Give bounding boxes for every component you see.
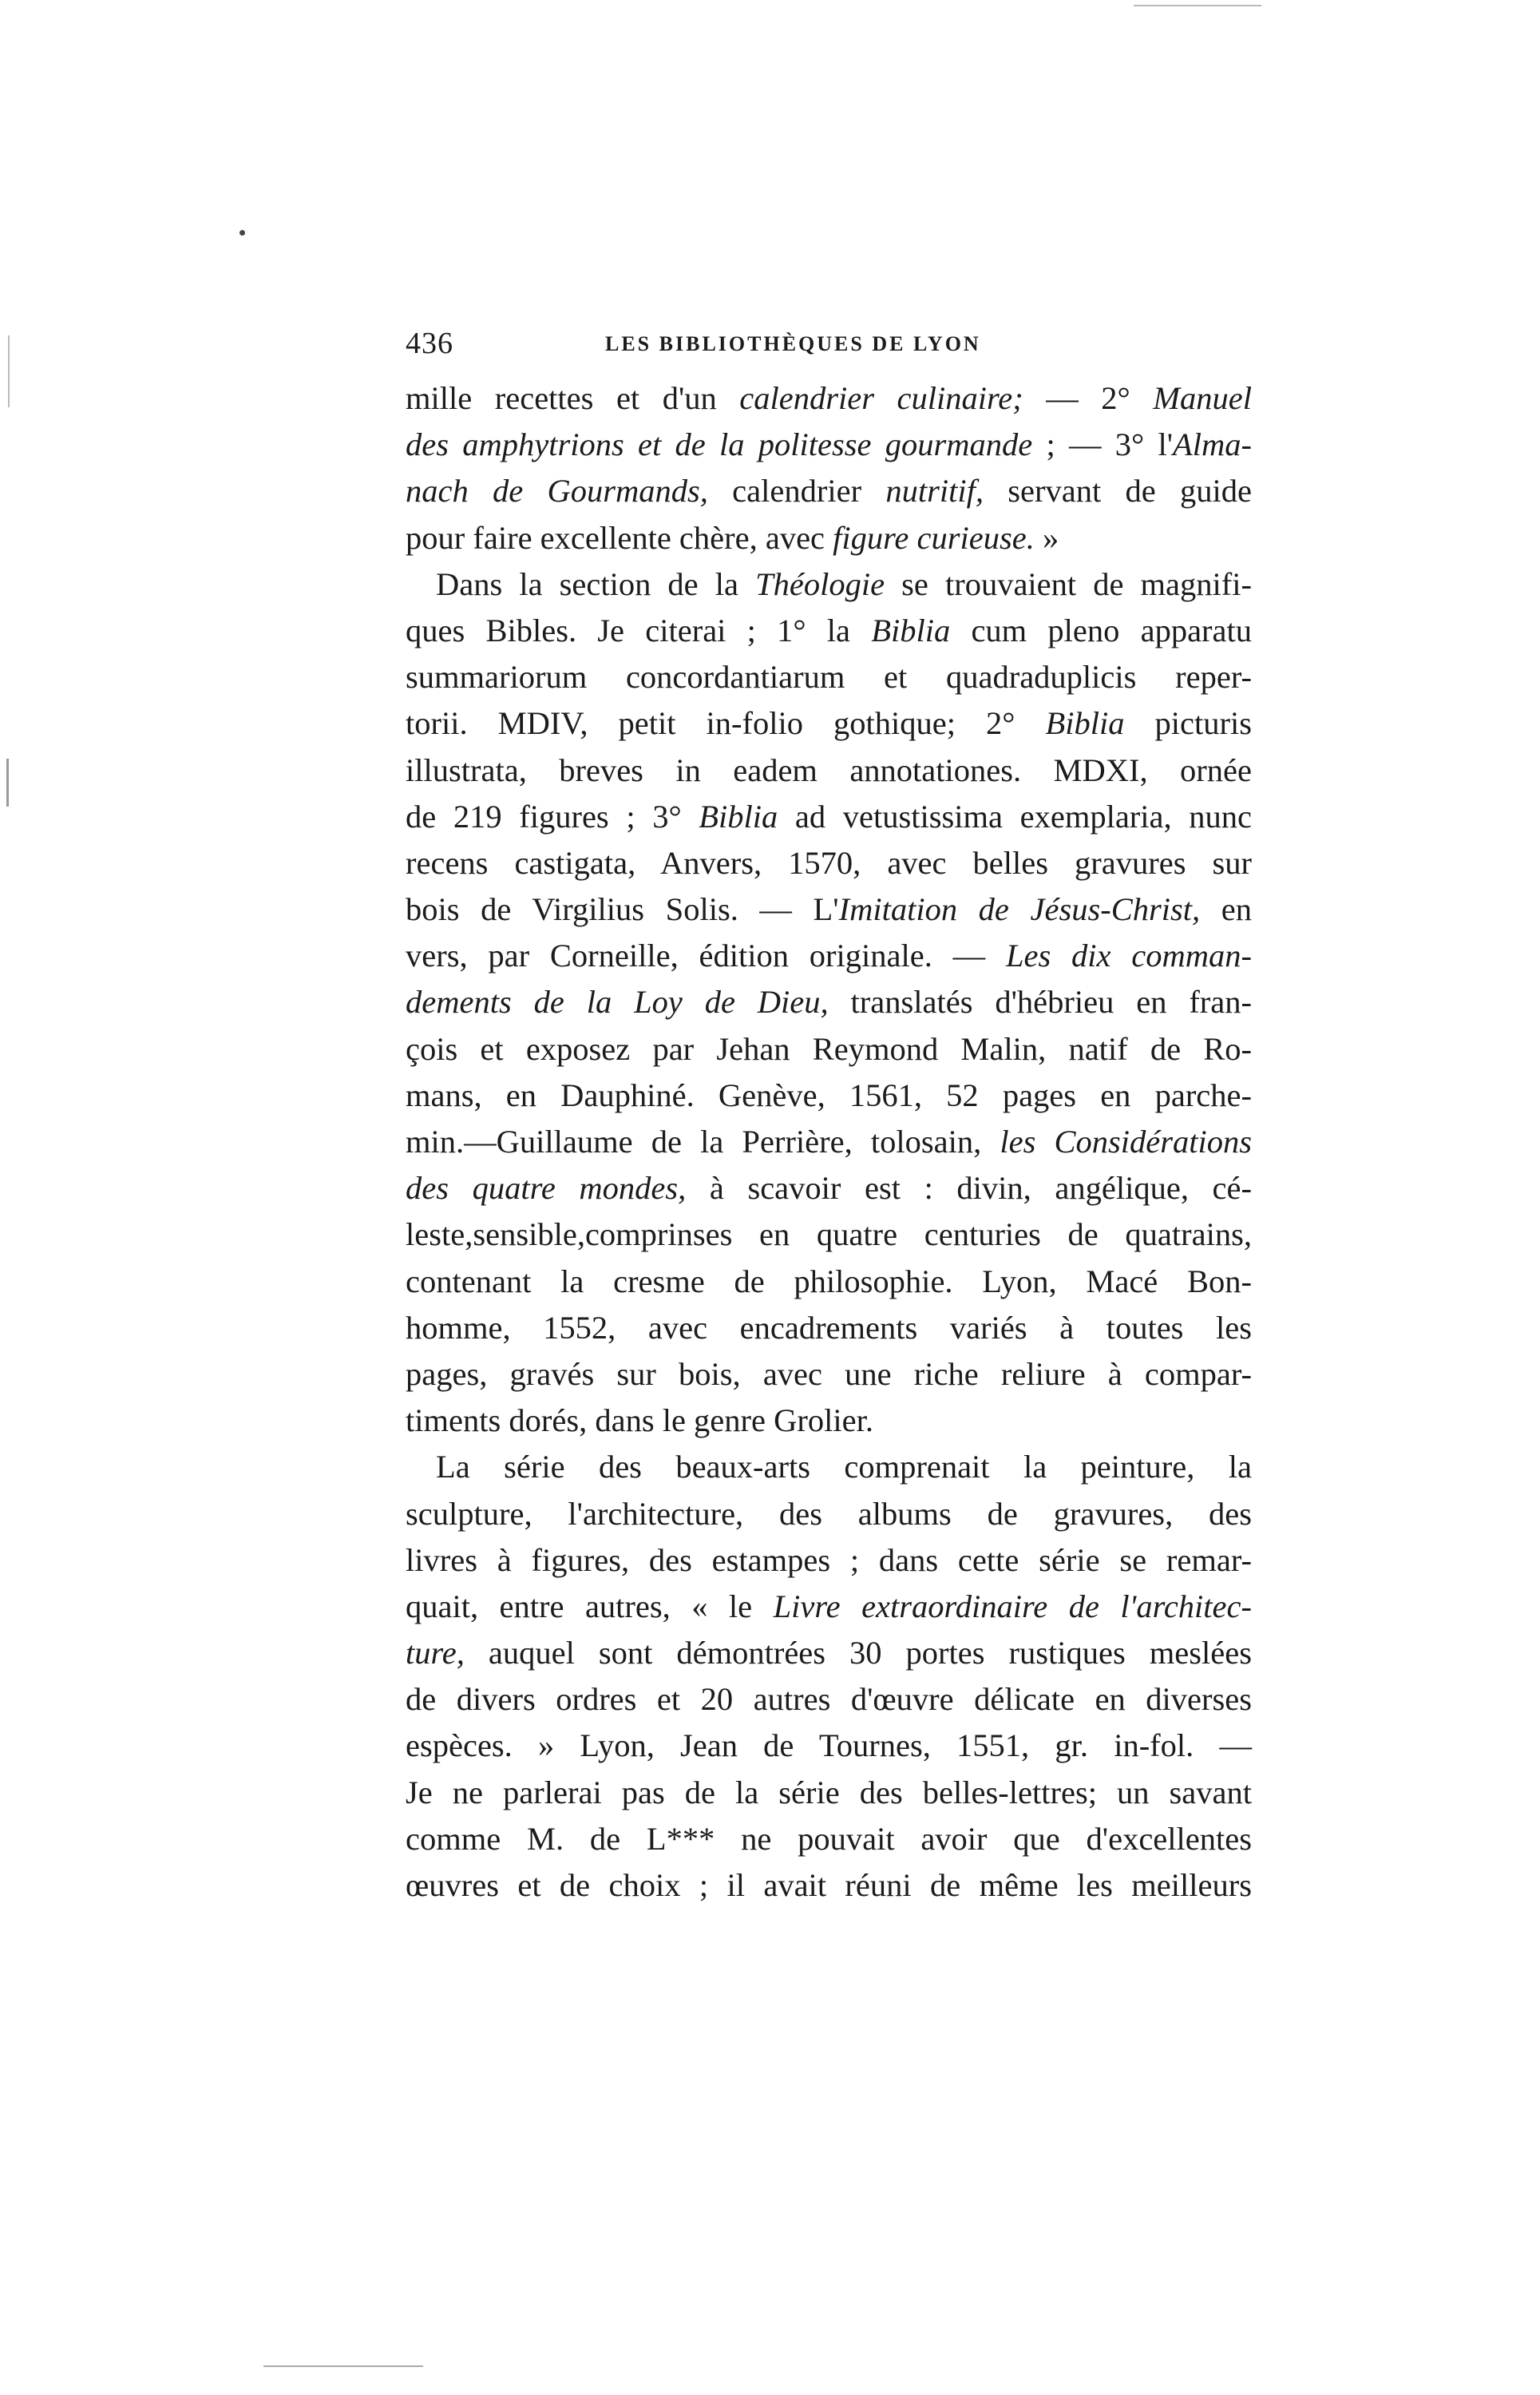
text-line (406, 1026, 1252, 1073)
text-line (406, 422, 1252, 468)
text-line (406, 1630, 1252, 1676)
text-segment: bois de Virgilius Solis. — L' (406, 891, 839, 928)
scan-artifact-line-left-2 (6, 759, 9, 807)
page-number: 436 (406, 327, 453, 360)
text-segment: » (1034, 519, 1059, 556)
text-segment: timents dorés, dans le genre Grolier. (406, 1402, 873, 1439)
text-segment: quait, entre autres, « le (406, 1588, 774, 1624)
italic-text-segment: des amphytrions et de la politesse gourmande (406, 426, 1033, 463)
text-segment: livres à figures, des estampes ; dans cette série se remar- (406, 1541, 1252, 1578)
text-segment: calendrier (707, 473, 886, 510)
italic-text-segment: nach de Gourmands, (406, 473, 708, 510)
italic-text-segment: Alma- (1173, 426, 1252, 463)
body-text (406, 375, 1252, 1909)
text-line (406, 1723, 1252, 1769)
text-segment: auquel sont démontrées 30 portes rustiques meslées (464, 1635, 1252, 1671)
text-line (406, 1165, 1252, 1211)
text-line (406, 1537, 1252, 1584)
text-line (406, 1305, 1252, 1351)
text-segment: Je ne parlerai pas de la série des belles-lettres; un savant (406, 1774, 1252, 1810)
text-line (406, 654, 1252, 700)
italic-text-segment: calendrier culinaire; (739, 380, 1023, 416)
text-line (406, 1816, 1252, 1862)
text-segment: recens castigata, Anvers, 1570, avec belles gravures sur (406, 844, 1252, 881)
text-line (406, 1862, 1252, 1909)
page-header (406, 326, 1253, 374)
italic-text-segment: Biblia (871, 612, 951, 648)
text-line (406, 794, 1252, 840)
text-segment: vers, par Corneille, édition originale. — (406, 938, 1006, 974)
text-line (406, 1211, 1252, 1258)
text-segment: comme M. de L*** ne pouvait avoir que d'excellentes (406, 1820, 1252, 1857)
text-line (406, 886, 1252, 933)
text-segment: de divers ordres et 20 autres d'œuvre délicate en diverses (406, 1681, 1252, 1718)
italic-text-segment: Les dix comman- (1005, 938, 1253, 974)
italic-text-segment: figure curieuse. (833, 519, 1035, 556)
text-segment: se trouvaient de magnifi- (885, 565, 1252, 602)
text-line (406, 1491, 1252, 1537)
text-segment: translatés d'hébrieu en fran- (828, 984, 1252, 1021)
text-segment: Dans la section de la (436, 565, 756, 602)
text-line (406, 1073, 1252, 1119)
text-segment: La série des beaux-arts comprenait la peinture, la (436, 1449, 1252, 1485)
text-line (406, 1584, 1252, 1630)
text-line (406, 515, 1252, 561)
text-line (406, 468, 1252, 514)
scan-artifact-line-bottom (263, 2365, 423, 2367)
italic-text-segment: les Considérations (1000, 1124, 1252, 1160)
italic-text-segment: Biblia (1045, 705, 1125, 742)
running-title: LES BIBLIOTHÈQUES DE LYON (605, 332, 981, 355)
scan-artifact-dot (240, 230, 245, 236)
text-segment: mans, en Dauphiné. Genève, 1561, 52 pages en parche- (406, 1077, 1252, 1113)
italic-text-segment: Imitation de Jésus-Christ, (838, 891, 1201, 928)
scan-artifact-line-top (1134, 5, 1261, 6)
text-line (406, 561, 1252, 608)
text-line (406, 608, 1252, 654)
text-segment: mille recettes et d'un (406, 380, 740, 416)
text-segment: illustrata, breves in eadem annotationes. MDXI, ornée (406, 751, 1252, 788)
text-segment: à scavoir est : divin, angélique, cé- (686, 1170, 1252, 1207)
italic-text-segment: Biblia (699, 798, 778, 835)
text-line (406, 840, 1252, 886)
text-line (406, 1119, 1252, 1165)
text-line (406, 1351, 1252, 1398)
italic-text-segment: Manuel (1153, 380, 1252, 416)
text-segment: homme, 1552, avec encadrements variés à toutes les (406, 1309, 1252, 1346)
text-line (406, 1676, 1252, 1723)
italic-text-segment: nutritif, (885, 473, 984, 510)
text-segment: sculpture, l'architecture, des albums de gravures, des (406, 1495, 1252, 1532)
italic-text-segment: des quatre mondes, (406, 1170, 687, 1207)
text-line (406, 979, 1252, 1025)
text-segment: torii. MDIV, petit in-folio gothique; 2° (406, 705, 1046, 742)
text-line (406, 700, 1252, 747)
text-segment: ; — 3° l' (1032, 426, 1174, 463)
text-line (406, 1398, 1252, 1444)
italic-text-segment: dements de la Loy de Dieu, (406, 984, 829, 1021)
text-line (406, 1770, 1252, 1816)
text-segment: summariorum concordantiarum et quadraduplicis reper- (406, 659, 1252, 696)
text-segment: ques Bibles. Je citerai ; 1° la (406, 612, 872, 648)
text-segment: en (1200, 891, 1252, 928)
text-line (406, 375, 1252, 422)
scan-artifact-line-left (8, 335, 10, 407)
text-segment: contenant la cresme de philosophie. Lyon, Macé Bon- (406, 1263, 1252, 1299)
text-segment: çois et exposez par Jehan Reymond Malin, natif de Ro- (406, 1030, 1252, 1067)
text-segment: espèces. » Lyon, Jean de Tournes, 1551, gr. in-fol. — (406, 1727, 1252, 1764)
text-segment: pages, gravés sur bois, avec une riche reliure à compar- (406, 1355, 1252, 1392)
text-segment: servant de guide (984, 473, 1252, 510)
text-line (406, 933, 1252, 979)
text-segment: œuvres et de choix ; il avait réuni de même les meilleurs (406, 1867, 1252, 1903)
italic-text-segment: ture, (406, 1635, 465, 1671)
text-line (406, 1259, 1252, 1305)
text-line (406, 1444, 1252, 1490)
text-segment: — 2° (1023, 380, 1154, 416)
text-segment: pour faire excellente chère, avec (406, 519, 833, 556)
text-segment: picturis (1124, 705, 1252, 742)
text-segment: leste,sensible,comprinses en quatre centuries de quatrains, (406, 1216, 1252, 1253)
text-segment: ad vetustissima exemplaria, nunc (778, 798, 1252, 835)
text-segment: de 219 figures ; 3° (406, 798, 699, 835)
italic-text-segment: Livre extraordinaire de l'architec- (773, 1588, 1252, 1624)
text-segment: cum pleno apparatu (950, 612, 1253, 648)
text-segment: min.—Guillaume de la Perrière, tolosain, (406, 1124, 1000, 1160)
text-line (406, 747, 1252, 794)
italic-text-segment: Théologie (755, 565, 885, 602)
